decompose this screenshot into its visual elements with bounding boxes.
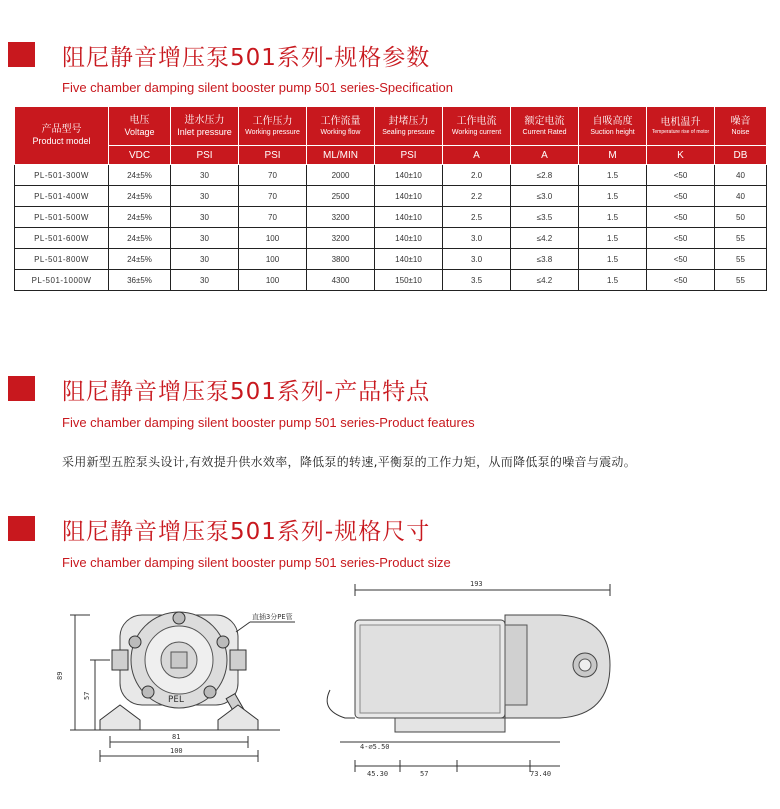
table-cell: 70 [239,165,307,186]
table-cell: 55 [715,249,767,270]
header-zh: 电压 [129,114,150,126]
unit-cell: K [647,146,715,165]
dim-57-label: 57 [83,691,91,700]
header-cell [171,107,239,146]
header-cell [109,107,171,146]
features-title-zh: 阻尼静音增压泵501系列-产品特点 [62,379,431,405]
unit-cell: PSI [239,146,307,165]
header-cell [239,107,307,146]
dim-57-side-label: 57 [420,770,429,778]
table-cell: PL-501-500W [15,207,109,228]
table-cell: 100 [239,249,307,270]
table-cell: 140±10 [375,165,443,186]
table-cell: ≤4.2 [511,228,579,249]
unit-cell: DB [715,146,767,165]
header-en: Temperature rise of motor [651,128,710,135]
table-cell: 3200 [307,228,375,249]
header-zh: 工作电流 [456,115,497,127]
table-cell: 55 [715,228,767,249]
size-title-en: Five chamber damping silent booster pump 501 series-Product size [62,555,451,570]
dim-45-label: 45.30 [367,770,389,778]
table-cell: PL-501-1000W [15,270,109,291]
table-cell: 30 [171,165,239,186]
dim-73-label: 73.40 [530,770,552,778]
table-cell: PL-501-300W [15,165,109,186]
header-zh: 产品型号 [41,124,82,135]
header-cell [443,107,511,146]
unit-cell: A [511,146,579,165]
table-cell: 2.2 [443,186,511,207]
table-cell: <50 [647,270,715,291]
table-unit-row [15,146,767,165]
table-cell: PL-501-600W [15,228,109,249]
table-cell: 40 [715,165,767,186]
table-cell: ≤2.8 [511,165,579,186]
table-cell: 100 [239,228,307,249]
table-cell: 36±5% [109,270,171,291]
table-cell: 1.5 [579,186,647,207]
header-en: Voltage [124,126,155,137]
table-row [15,207,767,228]
header-en: Working flow [320,128,361,136]
table-cell: 2000 [307,165,375,186]
table-cell: 150±10 [375,270,443,291]
table-cell: 140±10 [375,207,443,228]
header-cell [579,107,647,146]
header-en: Product model [32,136,91,146]
table-cell: 24±5% [109,249,171,270]
table-cell: 30 [171,228,239,249]
table-cell: 24±5% [109,207,171,228]
header-zh: 工作压力 [252,115,293,127]
table-cell: 55 [715,270,767,291]
header-cell [375,107,443,146]
header-zh: 电机温升 [660,116,701,128]
header-en: Noise [731,128,750,136]
table-cell: 100 [239,270,307,291]
dim-100-label: 100 [170,747,183,755]
dim-193-label: 193 [470,580,483,588]
header-cell [15,107,109,165]
table-cell: 24±5% [109,186,171,207]
unit-cell: PSI [171,146,239,165]
red-square-icon [8,516,35,541]
table-cell: 1.5 [579,207,647,228]
header-zh: 工作流量 [320,115,361,127]
table-cell: <50 [647,228,715,249]
front-view [70,612,295,762]
table-cell: ≤3.8 [511,249,579,270]
table-cell: 2.5 [443,207,511,228]
table-row [15,270,767,291]
table-cell: 140±10 [375,228,443,249]
table-cell: 40 [715,186,767,207]
header-zh: 噪音 [730,115,751,127]
table-cell: ≤3.5 [511,207,579,228]
table-cell: ≤3.0 [511,186,579,207]
table-cell: 30 [171,249,239,270]
header-en: Suction height [590,128,635,136]
table-cell: 2.0 [443,165,511,186]
red-square-icon [8,42,35,67]
table-row [15,186,767,207]
table-cell: 1.5 [579,228,647,249]
table-cell: 3800 [307,249,375,270]
table-cell: <50 [647,207,715,228]
table-cell: 140±10 [375,249,443,270]
table-cell: 2500 [307,186,375,207]
table-cell: <50 [647,249,715,270]
header-zh: 进水压力 [184,114,225,126]
features-title-en: Five chamber damping silent booster pump 501 series-Product features [62,415,475,430]
table-cell: 1.5 [579,165,647,186]
table-cell: 70 [239,207,307,228]
header-zh: 自吸高度 [592,115,633,127]
header-cell [511,107,579,146]
unit-cell: VDC [109,146,171,165]
red-square-icon [8,376,35,401]
unit-cell: ML/MIN [307,146,375,165]
header-zh: 封堵压力 [388,115,429,127]
table-row [15,165,767,186]
table-header-row [15,107,767,146]
table-cell: 140±10 [375,186,443,207]
table-cell: 24±5% [109,165,171,186]
header-en: Working pressure [245,128,300,136]
product-size-drawing [0,570,780,809]
table-cell: 3.5 [443,270,511,291]
features-description: 采用新型五腔泵头设计,有效提升供水效率，降低泵的转速,平衡泵的工作力矩，从而降低泵的噪音与震动。 [62,455,637,469]
table-cell: 70 [239,186,307,207]
table-cell: 50 [715,207,767,228]
table-cell: 3.0 [443,249,511,270]
dim-89-label: 89 [56,671,64,680]
table-cell: PL-501-400W [15,186,109,207]
header-en: Sealing pressure [382,128,435,136]
table-cell: 3.0 [443,228,511,249]
header-cell [715,107,767,146]
table-cell: PL-501-800W [15,249,109,270]
table-cell: <50 [647,165,715,186]
size-title-zh: 阻尼静音增压泵501系列-规格尺寸 [62,519,431,545]
spec-title-zh: 阻尼静音增压泵501系列-规格参数 [62,45,431,71]
header-en: Current Rated [522,128,567,136]
table-cell: <50 [647,186,715,207]
table-cell: 30 [171,207,239,228]
table-cell: 30 [171,186,239,207]
header-en: Inlet pressure [177,126,232,137]
table-cell: ≤4.2 [511,270,579,291]
header-en: Working current [451,128,502,136]
table-cell: 1.5 [579,249,647,270]
header-cell [307,107,375,146]
table-cell: 24±5% [109,228,171,249]
table-cell: 30 [171,270,239,291]
dim-81-label: 81 [172,733,181,741]
header-zh: 额定电流 [524,115,565,127]
spec-title-en: Five chamber damping silent booster pump 501 series-Specification [62,80,453,95]
specification-table [14,106,767,291]
table-row [15,249,767,270]
unit-cell: A [443,146,511,165]
hole-label: 4-∅5.50 [360,743,390,751]
header-cell [647,107,715,146]
table-cell: 3200 [307,207,375,228]
table-cell: 4300 [307,270,375,291]
table-cell: 1.5 [579,270,647,291]
unit-cell: M [579,146,647,165]
unit-cell: PSI [375,146,443,165]
table-row [15,228,767,249]
brand-label: PEL [168,695,185,705]
port-label: 直插3分PE管 [252,613,293,621]
